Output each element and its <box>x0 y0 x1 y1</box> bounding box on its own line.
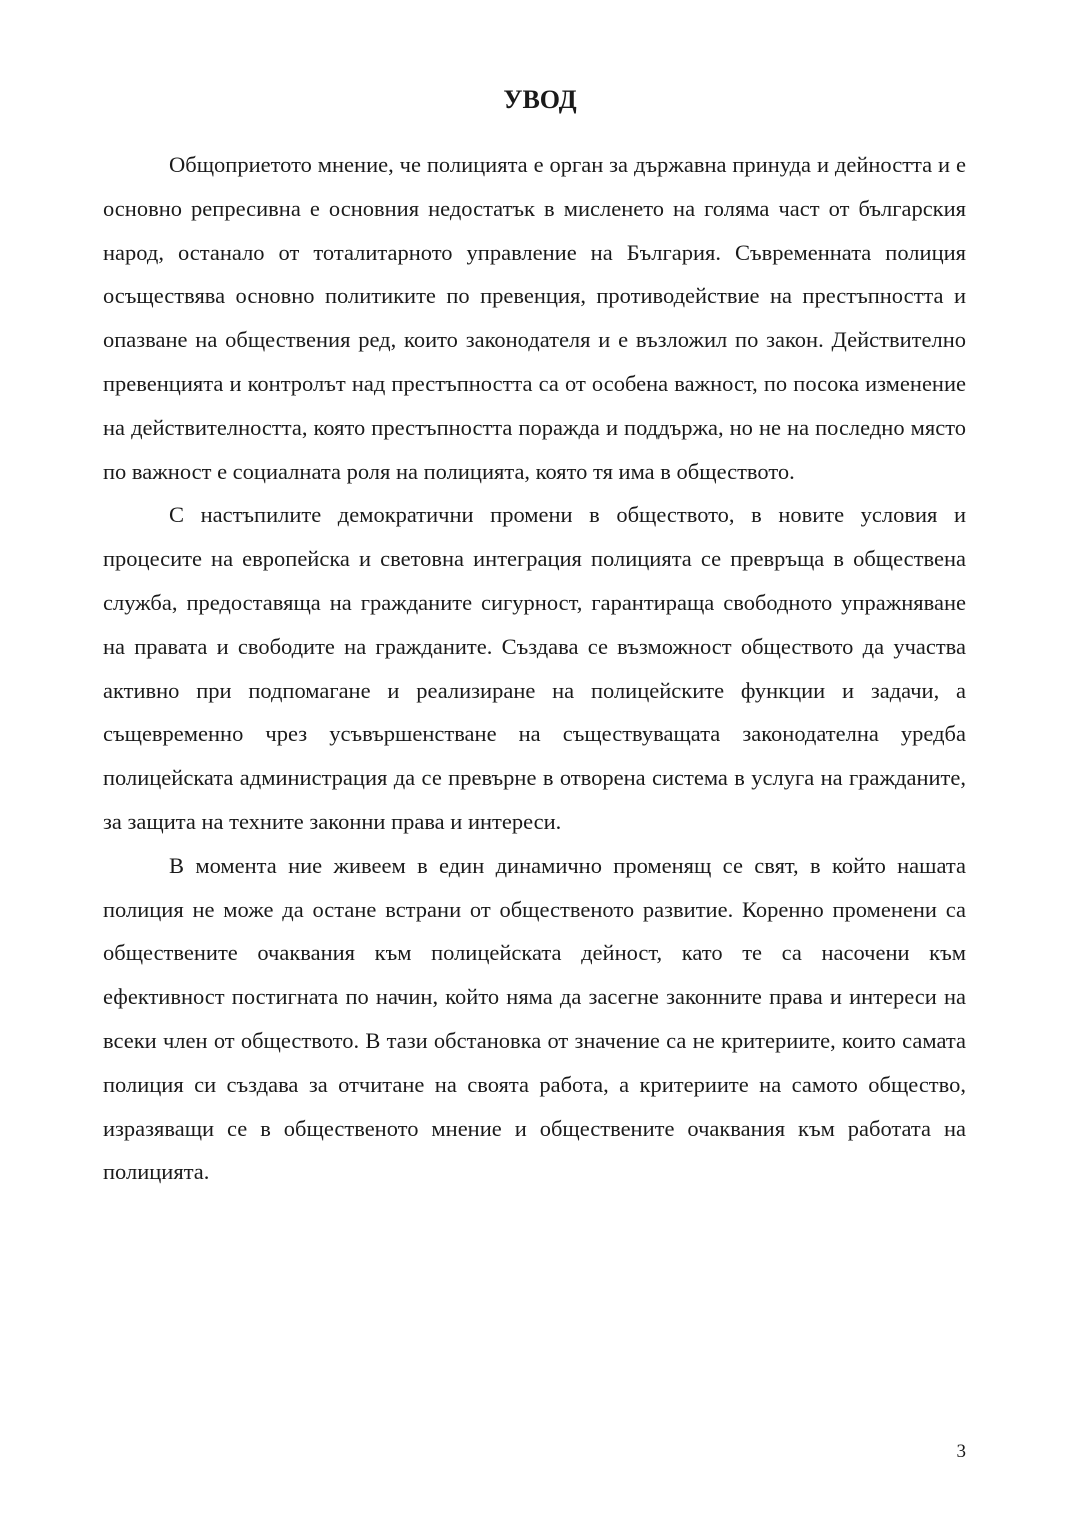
paragraph-2: С настъпилите демократични промени в обществото, в новите условия и процесите на европейска и световна интеграция полицията се превръща в обществена служба, предоставяща на гражданите сигурност, гарантираща свободното упражняване на правата и свободите на гражданите. Създава се възможност обществото да участва активно при подпомагане и реализиране на полицейските функции и задачи, а същевременно чрез усъвършенстване на съществуващата законодателна уредба полицейската администрация да се превърне в отворена система в услуга на гражданите, за защита на техните законни права и интереси. <box>103 502 966 834</box>
page-title: УВОД <box>503 85 577 114</box>
body-text <box>103 143 966 1194</box>
paragraph-3: В момента ние живеем в един динамично променящ се свят, в който нашата полиция не може да остане встрани от общественото развитие. Коренно променени са обществените очаквания към полицейската дейност, като те са насочени към ефективност постигната по начин, който няма да засегне законните права и интереси на всеки член от обществото. В тази обстановка от значение са не критериите, които самата полиция си създава за отчитане на своята работа, а критериите на самото общество, изразяващи се в общественото мнение и обществените очаквания към работата на полицията. <box>103 852 966 1185</box>
page-number: 3 <box>956 1441 966 1462</box>
paragraph-1: Общоприетото мнение, че полицията е орган за държавна принуда и дейността и е основно репресивна е основния недостатък в мисленето на голяма част от българския народ, останало от тоталитарното управление на България. Съвременната полиция осъществява основно политиките по превенция, противодействие на престъпността и опазване на обществения ред, които законодателя и е възложил по закон. Действително превенцията и контролът над престъпността са от особена важност, по посока изменение на действителността, която престъпността поражда и поддържа, но не на последно място по важност е социалната роля на полицията, която тя има в обществото. <box>103 152 966 484</box>
